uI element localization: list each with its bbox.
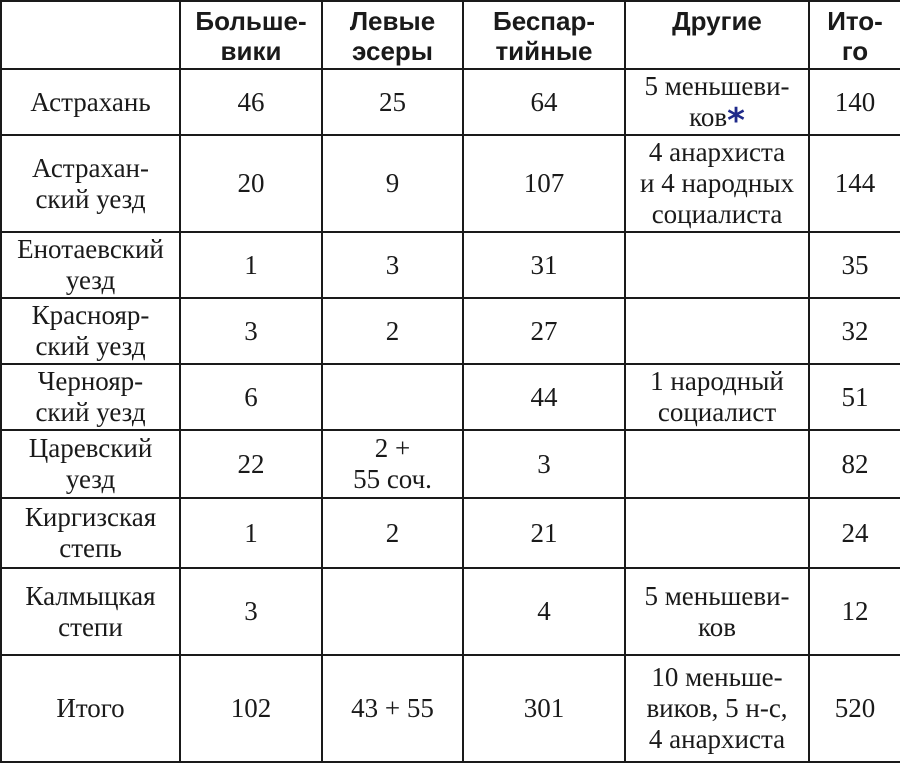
cell-line: 82	[841, 448, 869, 479]
cell-nonparty	[463, 498, 625, 568]
cell-region	[1, 498, 180, 568]
cell-left-sr	[322, 298, 463, 364]
table-row	[1, 430, 900, 498]
cell-total	[809, 69, 900, 135]
cell-line: Киргизская	[24, 502, 157, 532]
cell-total	[809, 568, 900, 655]
cell-line: 31	[530, 249, 558, 280]
cell-other	[625, 364, 809, 430]
cell-total	[809, 298, 900, 364]
cell-line: 144	[834, 168, 876, 198]
cell-region	[1, 298, 180, 364]
cell-left-sr	[322, 69, 463, 135]
cell-line: 51	[841, 381, 869, 412]
cell-line: 1	[244, 249, 258, 280]
cell-line: 24	[841, 517, 869, 548]
header-line: Другие	[672, 6, 762, 36]
cell-region	[1, 655, 180, 762]
cell-left-sr	[322, 232, 463, 298]
header-col-bolsheviks	[180, 1, 322, 69]
cell-line: Царевский	[28, 433, 153, 463]
header-col-region	[1, 1, 180, 69]
cell-line: 43 + 55	[351, 693, 434, 723]
cell-other	[625, 69, 809, 141]
cell-line: ский уезд	[35, 183, 146, 214]
cell-left-sr	[322, 568, 463, 655]
cell-line: ский уезд	[35, 331, 146, 361]
cell-line: 12	[841, 596, 869, 626]
cell-line: 35	[841, 249, 869, 280]
cell-line: 5 меньшеви-	[644, 71, 790, 101]
cell-bolsheviks	[180, 135, 322, 232]
cell-region	[1, 232, 180, 298]
cell-line: 2	[385, 315, 400, 346]
cell-left-sr	[322, 364, 463, 430]
cell-left-sr	[322, 498, 463, 568]
table-row	[1, 298, 900, 364]
header-col-total	[809, 1, 900, 69]
cell-line: 32	[841, 315, 869, 346]
header-row	[1, 1, 900, 69]
cell-line: 46	[237, 86, 265, 117]
cell-bolsheviks	[180, 364, 322, 430]
cell-line: 21	[530, 517, 558, 548]
cell-line: 64	[530, 86, 558, 117]
cell-line: 3	[244, 315, 258, 346]
cell-line: Чернояр-	[37, 366, 144, 396]
cell-other	[625, 498, 809, 568]
cell-total	[809, 430, 900, 498]
cell-region	[1, 568, 180, 655]
header-line: Ито-	[827, 6, 883, 36]
table-row	[1, 568, 900, 655]
cell-bolsheviks	[180, 430, 322, 498]
cell-line: виков, 5 н-с,	[646, 693, 788, 723]
cell-line: 301	[523, 693, 565, 723]
cell-region	[1, 430, 180, 498]
cell-total	[809, 364, 900, 430]
cell-line: Астрахань	[30, 86, 151, 117]
table-body	[1, 69, 900, 762]
table-row	[1, 498, 900, 568]
cell-nonparty	[463, 135, 625, 232]
cell-total	[809, 232, 900, 298]
header-line: тийные	[495, 36, 593, 66]
header-line: вики	[220, 36, 282, 66]
table-row	[1, 232, 900, 298]
cell-left-sr	[322, 430, 463, 498]
cell-total	[809, 135, 900, 232]
cell-nonparty	[463, 568, 625, 655]
header-col-other	[625, 1, 809, 69]
cell-bolsheviks	[180, 655, 322, 762]
cell-line: 1 народный	[650, 366, 784, 396]
cell-line: социалист	[657, 397, 777, 427]
cell-nonparty	[463, 69, 625, 135]
cell-line: 3	[537, 448, 551, 479]
cell-line: 4 анархиста	[648, 724, 786, 754]
cell-bolsheviks	[180, 69, 322, 135]
cell-line: ков	[698, 611, 736, 642]
cell-line: 3	[244, 596, 258, 626]
cell-bolsheviks	[180, 498, 322, 568]
cell-line: 55 соч.	[353, 464, 432, 494]
cell-bolsheviks	[180, 232, 322, 298]
cell-line: и 4 народных	[640, 168, 794, 198]
cell-line: уезд	[65, 464, 116, 494]
cell-region	[1, 364, 180, 430]
cell-nonparty	[463, 655, 625, 762]
cell-left-sr	[322, 135, 463, 232]
cell-total	[809, 498, 900, 568]
cell-line: 107	[523, 168, 565, 198]
table-row	[1, 364, 900, 430]
cell-line: Астрахан-	[32, 152, 149, 183]
cell-line: степи	[58, 611, 123, 642]
cell-bolsheviks	[180, 298, 322, 364]
cell-line: 44	[530, 381, 558, 412]
cell-line: 27	[530, 315, 558, 346]
cell-nonparty	[463, 364, 625, 430]
cell-line: Краснояр-	[31, 300, 150, 330]
header-col-left-sr	[322, 1, 463, 69]
cell-line: 25	[379, 86, 406, 117]
header-line: Левые	[349, 6, 436, 36]
cell-region	[1, 69, 180, 135]
header-line: го	[841, 36, 869, 66]
cell-line: 520	[834, 693, 876, 723]
cell-nonparty	[463, 298, 625, 364]
table-row	[1, 655, 900, 762]
cell-other	[625, 232, 809, 298]
cell-bolsheviks	[180, 568, 322, 655]
cell-line: ков*	[689, 101, 745, 141]
cell-nonparty	[463, 430, 625, 498]
header-line: Беспар-	[493, 6, 595, 36]
header-col-nonparty	[463, 1, 625, 69]
cell-line: 20	[237, 168, 265, 198]
cell-line: 5 меньшеви-	[644, 580, 790, 611]
cell-line: 2 +	[374, 433, 411, 463]
cell-line: 4 анархиста	[648, 137, 786, 167]
table-row	[1, 135, 900, 232]
cell-line: ский уезд	[35, 397, 146, 427]
cell-line: 22	[237, 448, 265, 479]
cell-region	[1, 135, 180, 232]
cell-line: 2	[385, 517, 400, 548]
cell-line: социалиста	[651, 199, 783, 229]
cell-line: 140	[834, 86, 876, 117]
cell-line: уезд	[65, 265, 116, 295]
footnote-asterisk[interactable]: *	[727, 101, 745, 141]
cell-line: 4	[537, 596, 551, 626]
cell-other	[625, 135, 809, 232]
cell-line: Итого	[56, 693, 125, 723]
cell-line: 9	[385, 168, 400, 198]
cell-nonparty	[463, 232, 625, 298]
cell-line: 6	[244, 381, 258, 412]
cell-other	[625, 430, 809, 498]
table-row	[1, 69, 900, 135]
cell-left-sr	[322, 655, 463, 762]
header-line: Больше-	[195, 6, 307, 36]
cell-line: 3	[385, 249, 400, 280]
cell-other	[625, 655, 809, 762]
cell-other	[625, 568, 809, 655]
cell-line: 102	[230, 693, 272, 723]
cell-line: 1	[244, 517, 258, 548]
cell-total	[809, 655, 900, 762]
cell-other	[625, 298, 809, 364]
cell-line: 10 меньше-	[651, 662, 783, 692]
header-line: эсеры	[351, 36, 434, 66]
cell-line: степь	[59, 533, 122, 563]
cell-line: Енотаевский	[17, 234, 164, 264]
cell-line: Калмыцкая	[25, 580, 156, 611]
